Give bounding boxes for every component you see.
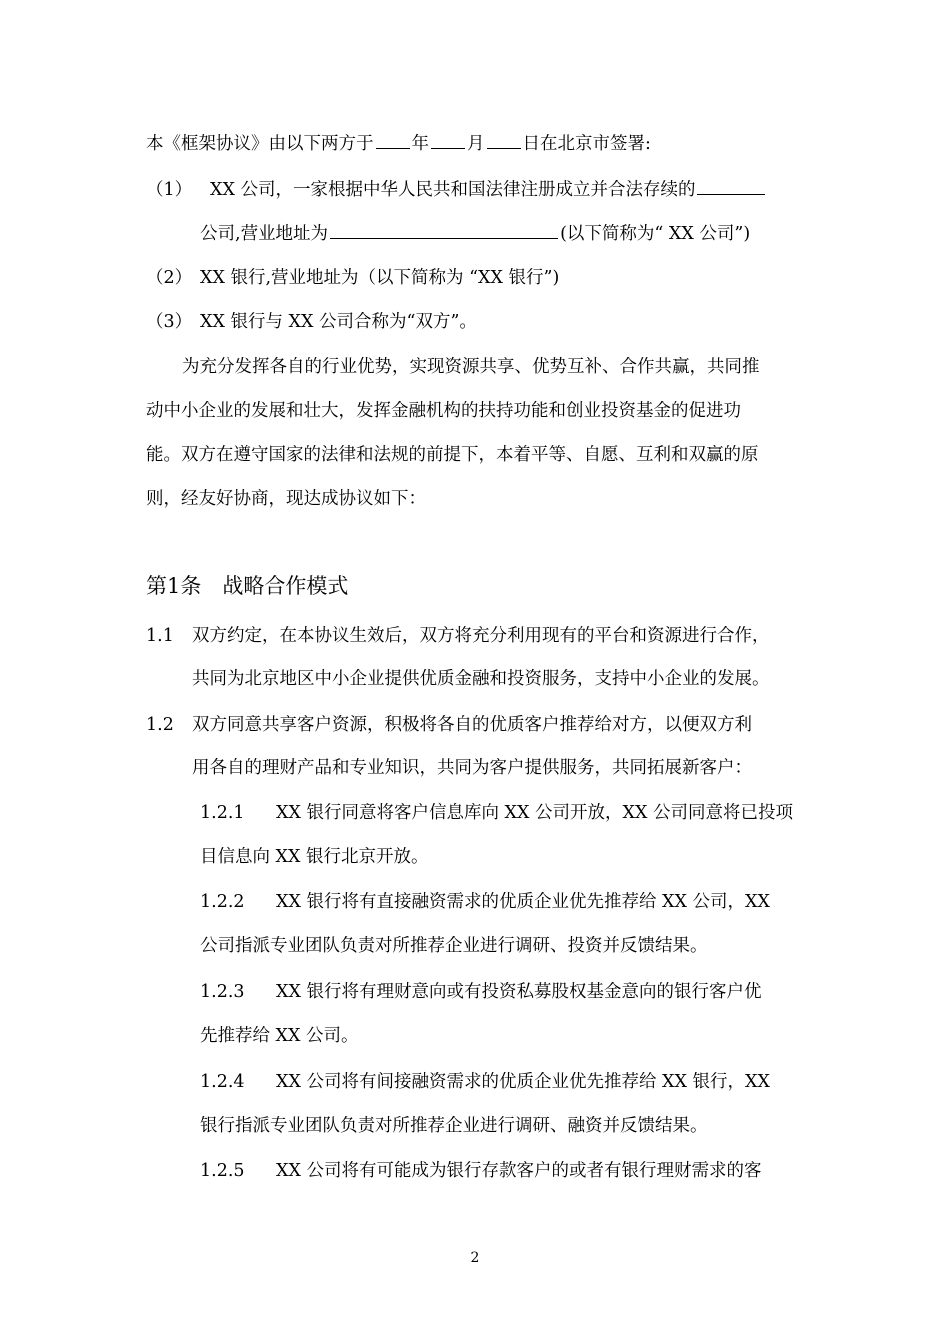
party1-text: XX 公司，一家根据中华人民共和国法律注册成立并合法存续的 [210, 180, 696, 200]
preamble-line: 为充分发挥各自的行业优势，实现资源共享、优势互补、合作共赢，共同推 [182, 357, 760, 377]
intro-month: 月 [467, 134, 485, 154]
blank-company-type [697, 178, 765, 195]
clause-1-2-2-first: XX 银行将有直接融资需求的优质企业优先推荐给 XX 公司，XX [276, 892, 770, 912]
party1-line1 [210, 178, 767, 202]
intro-post: 日在北京市签署: [522, 134, 651, 154]
clause-1-2-line: 双方同意共享客户资源，积极将各自的优质客户推荐给对方，以便双方利 [192, 715, 752, 735]
clause-1-2-1-number: 1.2.1 [200, 803, 245, 823]
clause-1-2-line: 用各自的理财产品和专业知识，共同为客户提供服务，共同拓展新客户： [192, 758, 752, 778]
party1-number: （1） [146, 180, 193, 200]
clause-1-2-4-number: 1.2.4 [200, 1072, 245, 1092]
party1-line2 [200, 222, 750, 246]
clause-1-2-3-second: 先推荐给 XX 公司。 [200, 1026, 359, 1046]
blank-day [487, 132, 521, 149]
clause-1-2-number: 1.2 [146, 715, 174, 735]
clause-1-1-line: 双方约定，在本协议生效后，双方将充分利用现有的平台和资源进行合作， [192, 626, 770, 646]
clause-1-2-5-number: 1.2.5 [200, 1161, 245, 1181]
blank-address [330, 222, 558, 239]
clause-1-2-4-second: 银行指派专业团队负责对所推荐企业进行调研、融资并反馈结果。 [200, 1116, 708, 1136]
clause-1-2-1-second: 目信息向 XX 银行北京开放。 [200, 847, 429, 867]
party1-alias: (以下简称为“ XX 公司”) [560, 224, 751, 244]
clause-1-2-2-second: 公司指派专业团队负责对所推荐企业进行调研、投资并反馈结果。 [200, 936, 708, 956]
blank-year [376, 132, 410, 149]
preamble-line: 能。双方在遵守国家的法律和法规的前提下，本着平等、自愿、互利和双赢的原 [146, 445, 759, 465]
clause-1-2-2-number: 1.2.2 [200, 892, 245, 912]
preamble-line: 则，经友好协商，现达成协议如下： [146, 489, 426, 509]
intro-year: 年 [411, 134, 429, 154]
party2-number: （2） [146, 268, 193, 288]
clause-1-2-4-first: XX 公司将有间接融资需求的优质企业优先推荐给 XX 银行，XX [276, 1072, 770, 1092]
clause-1-2-3-first: XX 银行将有理财意向或有投资私募股权基金意向的银行客户优 [276, 982, 762, 1002]
clause-1-2-5-first: XX 公司将有可能成为银行存款客户的或者有银行理财需求的客 [276, 1161, 762, 1181]
clause-1-1-number: 1.1 [146, 626, 174, 646]
clause-1-1-line: 共同为北京地区中小企业提供优质金融和投资服务，支持中小企业的发展。 [192, 669, 770, 689]
party1-address-label: 公司,营业地址为 [200, 224, 329, 244]
party3-number: （3） [146, 312, 193, 332]
blank-month [431, 132, 465, 149]
page-number: 2 [470, 1250, 480, 1266]
clause-1-2-3-number: 1.2.3 [200, 982, 245, 1002]
intro-line [146, 132, 651, 156]
preamble-line: 动中小企业的发展和壮大，发挥金融机构的扶持功能和创业投资基金的促进功 [146, 401, 741, 421]
party2-text: XX 银行,营业地址为（以下简称为 “XX 银行”) [200, 268, 560, 288]
party3-text: XX 银行与 XX 公司合称为“双方”。 [200, 312, 477, 332]
clause-1-2-1-first: XX 银行同意将客户信息库向 XX 公司开放，XX 公司同意将已投项 [276, 803, 794, 823]
intro-pre: 本《框架协议》由以下两方于 [146, 134, 374, 154]
article1-heading: 第1条 战略合作模式 [146, 574, 349, 598]
